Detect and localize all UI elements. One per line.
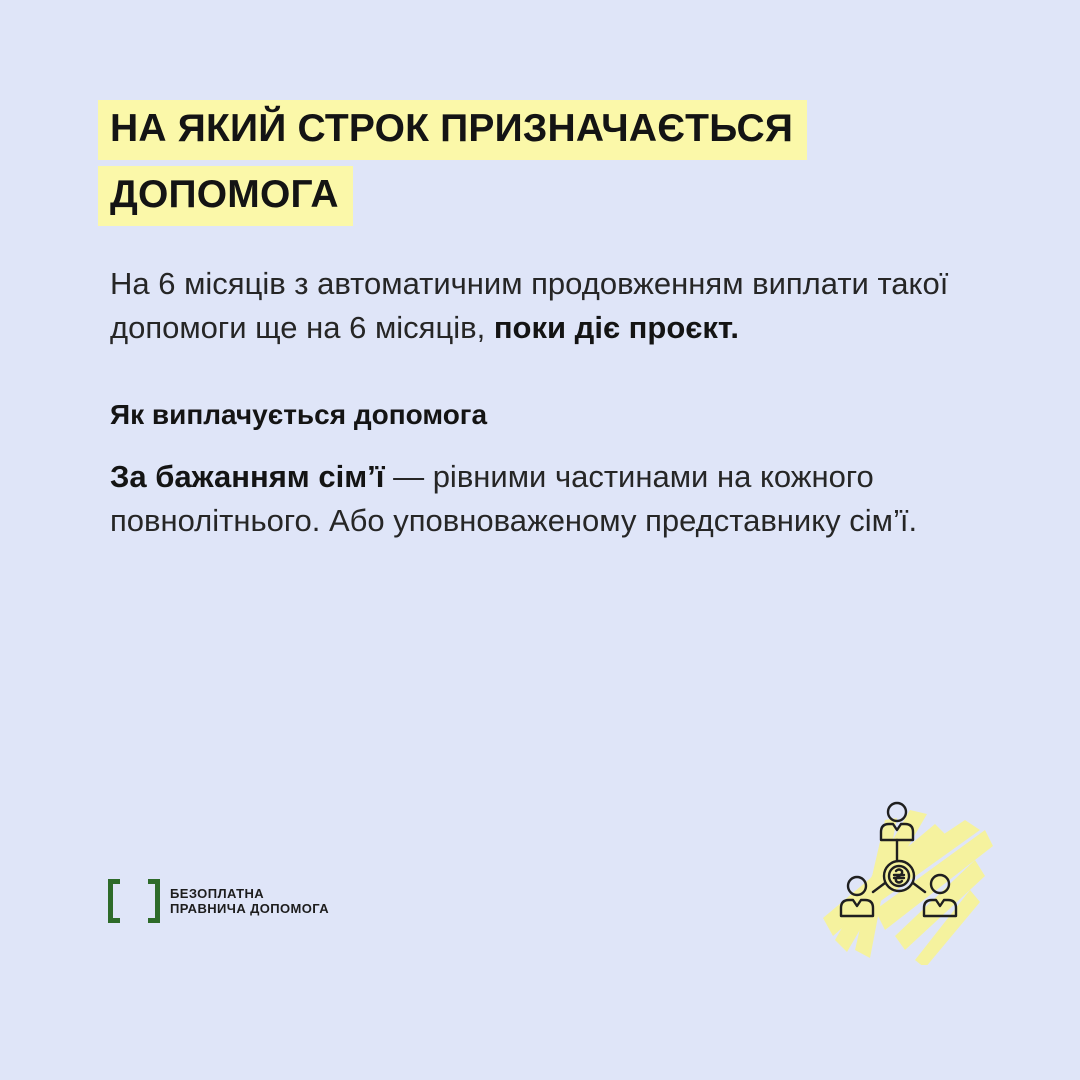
payment-bold-text: За бажанням сім’ї	[110, 459, 385, 494]
family-money-distribution-icon	[815, 790, 1000, 965]
logo-text-line-2: ПРАВНИЧА ДОПОМОГА	[170, 901, 330, 916]
payment-text: — рівними частинами на кожного повнолітнього. Або уповноваженому представнику сім’ї.	[110, 459, 918, 538]
page-title	[98, 100, 858, 232]
payment-paragraph	[110, 455, 1000, 543]
bracket-logo-icon	[108, 879, 160, 923]
duration-paragraph	[110, 262, 1000, 350]
duration-bold-text: поки діє проєкт.	[493, 310, 739, 345]
duration-text: На 6 місяців з автоматичним продовженням виплати такої допомоги ще на 6 місяців,	[110, 266, 949, 345]
title-line-1: НА ЯКИЙ СТРОК ПРИЗНАЧАЄТЬСЯ	[98, 100, 807, 160]
logo-text-line-1: БЕЗОПЛАТНА	[170, 886, 265, 901]
logo-text	[170, 886, 329, 916]
logo	[108, 879, 329, 923]
payment-subheading: Як виплачується допомога	[110, 399, 488, 430]
title-line-2: ДОПОМОГА	[98, 166, 353, 226]
